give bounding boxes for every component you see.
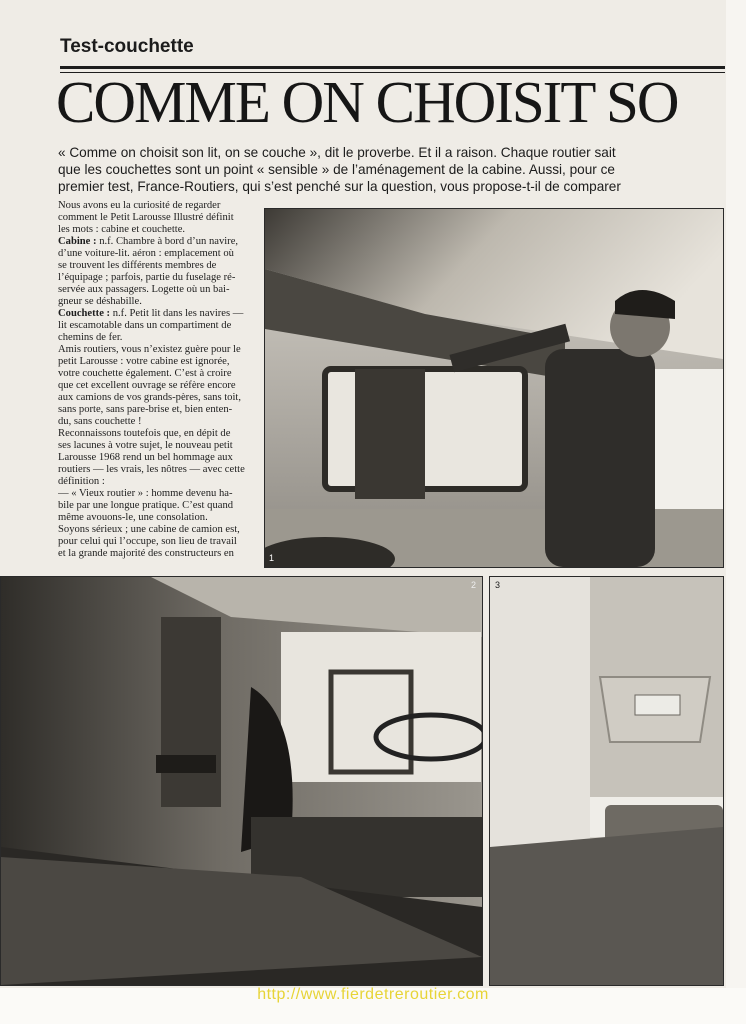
column-line-text: n.f. Petit lit dans les navires —: [110, 308, 244, 319]
column-line-text: même avouons-le, une consolation.: [58, 512, 208, 523]
column-line: [58, 260, 260, 272]
column-line-text: se trouvent les différents membres de: [58, 260, 217, 271]
definition-term: Cabine :: [58, 236, 97, 247]
column-line-text: routiers — les vrais, les nôtres — avec cette: [58, 464, 245, 475]
column-line: [58, 272, 260, 284]
column-line-text: bile par une longue pratique. C’est quand: [58, 500, 234, 511]
column-line: [58, 416, 260, 428]
intro-line: premier test, France-Routiers, qui s’est penché sur la question, vous propose-t-il de comparer: [58, 179, 621, 195]
column-line-text: définition :: [58, 476, 105, 487]
photo-1-image: [265, 209, 723, 567]
column-line: [58, 236, 260, 248]
column-line: [58, 320, 260, 332]
intro-line: « Comme on choisit son lit, on se couche », dit le proverbe. Et il a raison. Chaque routier sait: [58, 145, 616, 160]
intro-line: que les couchettes sont un point « sensible » de l’aménagement de la cabine. Aussi, pour ce: [58, 162, 615, 178]
column-line-text: les mots : cabine et couchette.: [58, 224, 186, 235]
column-line-text: sans porte, sans pare-brise et, bien enten-: [58, 404, 233, 415]
column-line: [58, 368, 260, 380]
column-line: [58, 476, 260, 488]
column-line-text: gneur se déshabille.: [58, 296, 142, 307]
photo-1: [264, 208, 724, 568]
column-line-text: votre couchette également. C’est à croire: [58, 368, 232, 379]
column-line-text: d’une voiture-lit. aéron : emplacement où: [58, 248, 234, 259]
column-line: [58, 200, 260, 212]
page-margin: [726, 0, 746, 1024]
column-line-text: ses lacunes à votre sujet, le nouveau petit: [58, 440, 233, 451]
column-line-text: Reconnaissons toutefois que, en dépit de: [58, 428, 231, 439]
column-line-text: n.f. Chambre à bord d’un navire,: [96, 236, 239, 247]
column-line: [58, 212, 260, 224]
column-line-text: que cet excellent ouvrage se réfère encore: [58, 380, 236, 391]
column-line: [58, 428, 260, 440]
column-line-text: et la grande majorité des constructeurs en: [58, 548, 234, 559]
column-line: [58, 392, 260, 404]
column-line: [58, 464, 260, 476]
column-line-text: du, sans couchette !: [58, 416, 142, 427]
column-line-text: aux camions de vos grands-pères, sans toit,: [58, 392, 241, 403]
photo-2: [0, 576, 483, 986]
column-line-text: Soyons sérieux ; une cabine de camion est,: [58, 524, 240, 535]
column-line-text: — « Vieux routier » : homme devenu ha-: [58, 488, 233, 499]
column-line: [58, 512, 260, 524]
article-intro: [58, 144, 724, 196]
column-line: [58, 308, 260, 320]
column-line: [58, 536, 260, 548]
column-line: [58, 524, 260, 536]
title-rule: [60, 66, 725, 69]
column-line: [58, 344, 260, 356]
photo-3: [489, 576, 724, 986]
column-line: [58, 548, 260, 560]
photo-3-image: [490, 577, 723, 985]
column-line-text: lit escamotable dans un compartiment de: [58, 320, 232, 331]
column-line: [58, 248, 260, 260]
column-line-text: Larousse 1968 rend un bel hommage aux: [58, 452, 233, 463]
column-line: [58, 224, 260, 236]
column-line: [58, 356, 260, 368]
watermark-url: http://www.fierdetreroutier.com: [257, 986, 489, 1003]
definition-term: Couchette :: [58, 308, 111, 319]
photo-number: 1: [269, 553, 275, 563]
column-line: [58, 332, 260, 344]
column-line: [58, 380, 260, 392]
section-label: Test-couchette: [60, 36, 194, 57]
photo-2-image: [1, 577, 482, 985]
photo-number: 2: [470, 580, 476, 590]
column-line-text: l’équipage ; parfois, partie du fuselage ré-: [58, 272, 236, 283]
column-line: [58, 296, 260, 308]
column-line-text: comment le Petit Larousse Illustré définit: [58, 212, 234, 223]
column-line: [58, 488, 260, 500]
column-line: [58, 284, 260, 296]
column-line: [58, 404, 260, 416]
column-line-text: Nous avons eu la curiosité de regarder: [58, 200, 221, 211]
column-line: [58, 452, 260, 464]
column-line-text: servée aux passagers. Logette où un bai-: [58, 284, 230, 295]
column-line-text: Amis routiers, vous n’existez guère pour le: [58, 344, 241, 355]
body-text-column: [58, 200, 260, 560]
column-line-text: chemins de fer.: [58, 332, 123, 343]
column-line-text: pour celui qui l’occupe, son lieu de travail: [58, 536, 237, 547]
article-headline: COMME ON CHOISIT SO: [56, 70, 678, 134]
photo-number: 3: [495, 580, 501, 590]
column-line-text: petit Larousse : votre cabine est ignorée,: [58, 356, 230, 367]
column-line: [58, 500, 260, 512]
column-line: [58, 440, 260, 452]
